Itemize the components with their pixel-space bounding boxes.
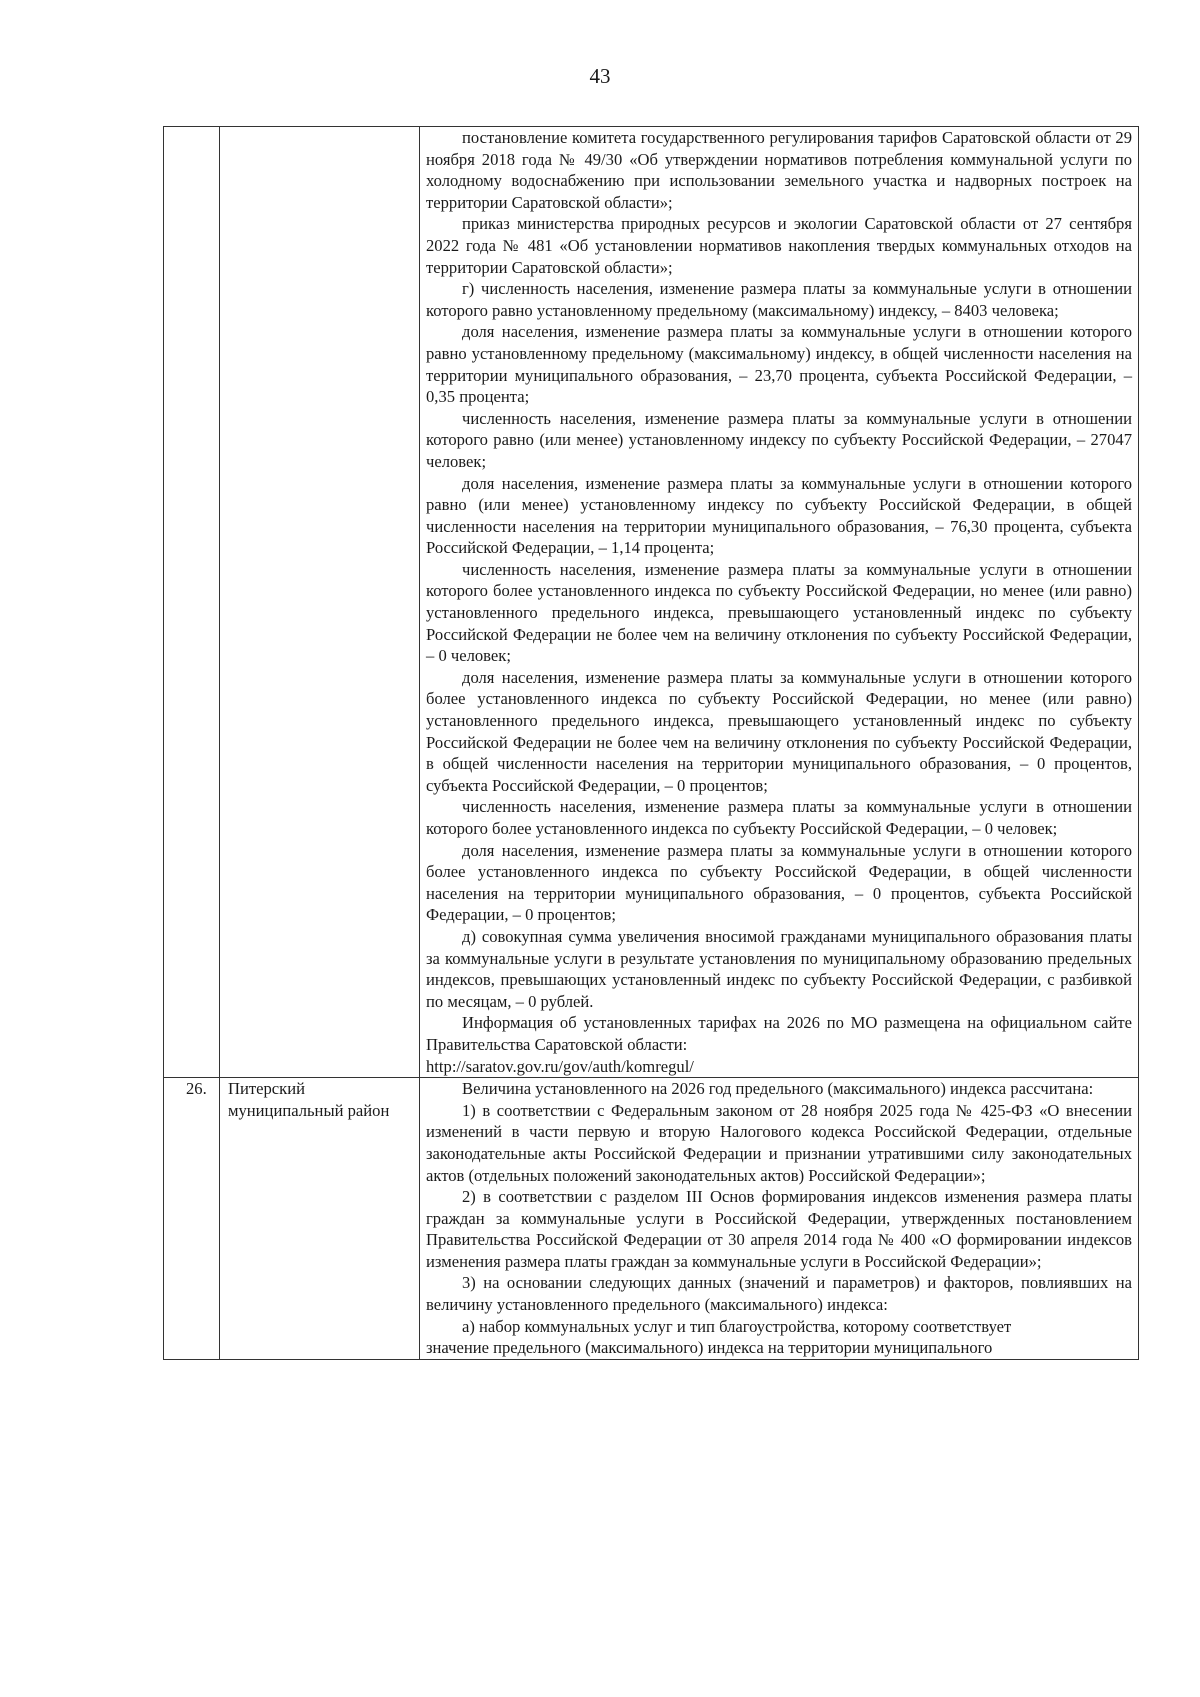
- paragraph: доля населения, изменение размера платы за коммунальные услуги в отношении которого более установленного индекса по субъекту Российской Федерации, в общей численности населения на территории муниципального образования, – 0 процентов, субъекта Российской Федерации, – 0 процентов;: [426, 840, 1132, 925]
- paragraph: численность населения, изменение размера платы за коммунальные услуги в отношении которого более установленного индекса по субъекту Российской Федерации, но менее (или равно) установленного предельного индекса, превышающего установленный индекс по субъекту Российской Федерации не более чем на величину отклонения по субъекту Российской Федерации, – 0 человек;: [426, 559, 1132, 666]
- paragraph: постановление комитета государственного регулирования тарифов Саратовской области от 29 ноября 2018 года № 49/30 «Об утверждении нормативов потребления коммунальной услуги по холодному водоснабжению при использовании земельного участка и надворных построек на территории Саратовской области»;: [426, 128, 1132, 212]
- region-name: [220, 127, 420, 1078]
- paragraph: 1) в соответствии с Федеральным законом от 28 ноября 2025 года № 425-ФЗ «О внесении изменений в части первую и вторую Налогового кодекса Российской Федерации, отдельные законодательные акты Российской Федерации и признании утратившими силу законодательных актов (отдельных положений законодательных актов) Российской Федерации»;: [426, 1100, 1132, 1185]
- page-number: 43: [589, 64, 611, 88]
- region-name: Питерский муниципальный район: [220, 1078, 420, 1360]
- paragraph: численность населения, изменение размера платы за коммунальные услуги в отношении которого более установленного индекса по субъекту Российской Федерации, – 0 человек;: [426, 797, 1132, 838]
- paragraph: 3) на основании следующих данных (значений и параметров) и факторов, повлиявших на величину установленного предельного (максимального) индекса:: [426, 1273, 1132, 1315]
- table-row: [164, 127, 1139, 1078]
- paragraph: г) численность населения, изменение размера платы за коммунальные услуги в отношении которого равно установленному предельному (максимальному) индексу, – 8403 человека;: [426, 279, 1132, 320]
- municipal-index-table: [163, 126, 1139, 1360]
- paragraph: а) набор коммунальных услуг и тип благоустройства, которому соответствует: [462, 1316, 1012, 1336]
- paragraph: Информация об установленных тарифах на 2026 по МО размещена на официальном сайте Правительства Саратовской области:: [426, 1013, 1132, 1054]
- paragraph: доля населения, изменение размера платы за коммунальные услуги в отношении которого равно (или менее) установленному индексу по субъекту Российской Федерации, в общей численности населения на территории муниципального образования, – 76,30 процента, субъекта Российской Федерации, – 1,14 процента;: [426, 473, 1132, 558]
- paragraph: доля населения, изменение размера платы за коммунальные услуги в отношении которого равно установленному предельному (максимальному) индексу, в общей численности населения на территории муниципального образования, – 23,70 процента, субъекта Российской Федерации, – 0,35 процента;: [426, 322, 1132, 407]
- paragraph: численность населения, изменение размера платы за коммунальные услуги в отношении которого равно (или менее) установленному индексу по субъекту Российской Федерации, – 27047 человек;: [426, 408, 1132, 471]
- paragraph: Величина установленного на 2026 год предельного (максимального) индекса рассчитана:: [462, 1079, 1094, 1099]
- paragraph: 2) в соответствии с разделом III Основ формирования индексов изменения размера платы граждан за коммунальные услуги в Российской Федерации, утвержденных постановлением Правительства Российской Федерации от 30 апреля 2014 года № 400 «О формировании индексов изменения размера платы граждан за коммунальные услуги в Российской Федерации»;: [426, 1187, 1132, 1271]
- komregul-link[interactable]: http://saratov.gov.ru/gov/auth/komregul/: [426, 1056, 694, 1076]
- paragraph: доля населения, изменение размера платы за коммунальные услуги в отношении которого более установленного индекса по субъекту Российской Федерации, но менее (или равно) установленного предельного индекса, превышающего установленный индекс по субъекту Российской Федерации не более чем на величину отклонения по субъекту Российской Федерации, в общей численности населения на территории муниципального образования, – 0 процентов, субъекта Российской Федерации, – 0 процентов;: [426, 667, 1132, 795]
- paragraph: значение предельного (максимального) индекса на территории муниципального: [426, 1338, 993, 1358]
- row-number: [164, 127, 220, 1078]
- row-description: [420, 1078, 1139, 1360]
- table-row: [164, 1078, 1139, 1360]
- paragraph: приказ министерства природных ресурсов и экологии Саратовской области от 27 сентября 2022 года № 481 «Об установлении нормативов накопления твердых коммунальных отходов на территории Саратовской области»;: [426, 214, 1132, 277]
- row-description: [420, 127, 1139, 1078]
- paragraph: д) совокупная сумма увеличения вносимой гражданами муниципального образования платы за коммунальные услуги в результате установления по муниципальному образованию предельных индексов, превышающих установленный индекс по субъекту Российской Федерации, с разбивкой по месяцам, – 0 рублей.: [426, 926, 1132, 1011]
- row-number: 26.: [164, 1078, 220, 1360]
